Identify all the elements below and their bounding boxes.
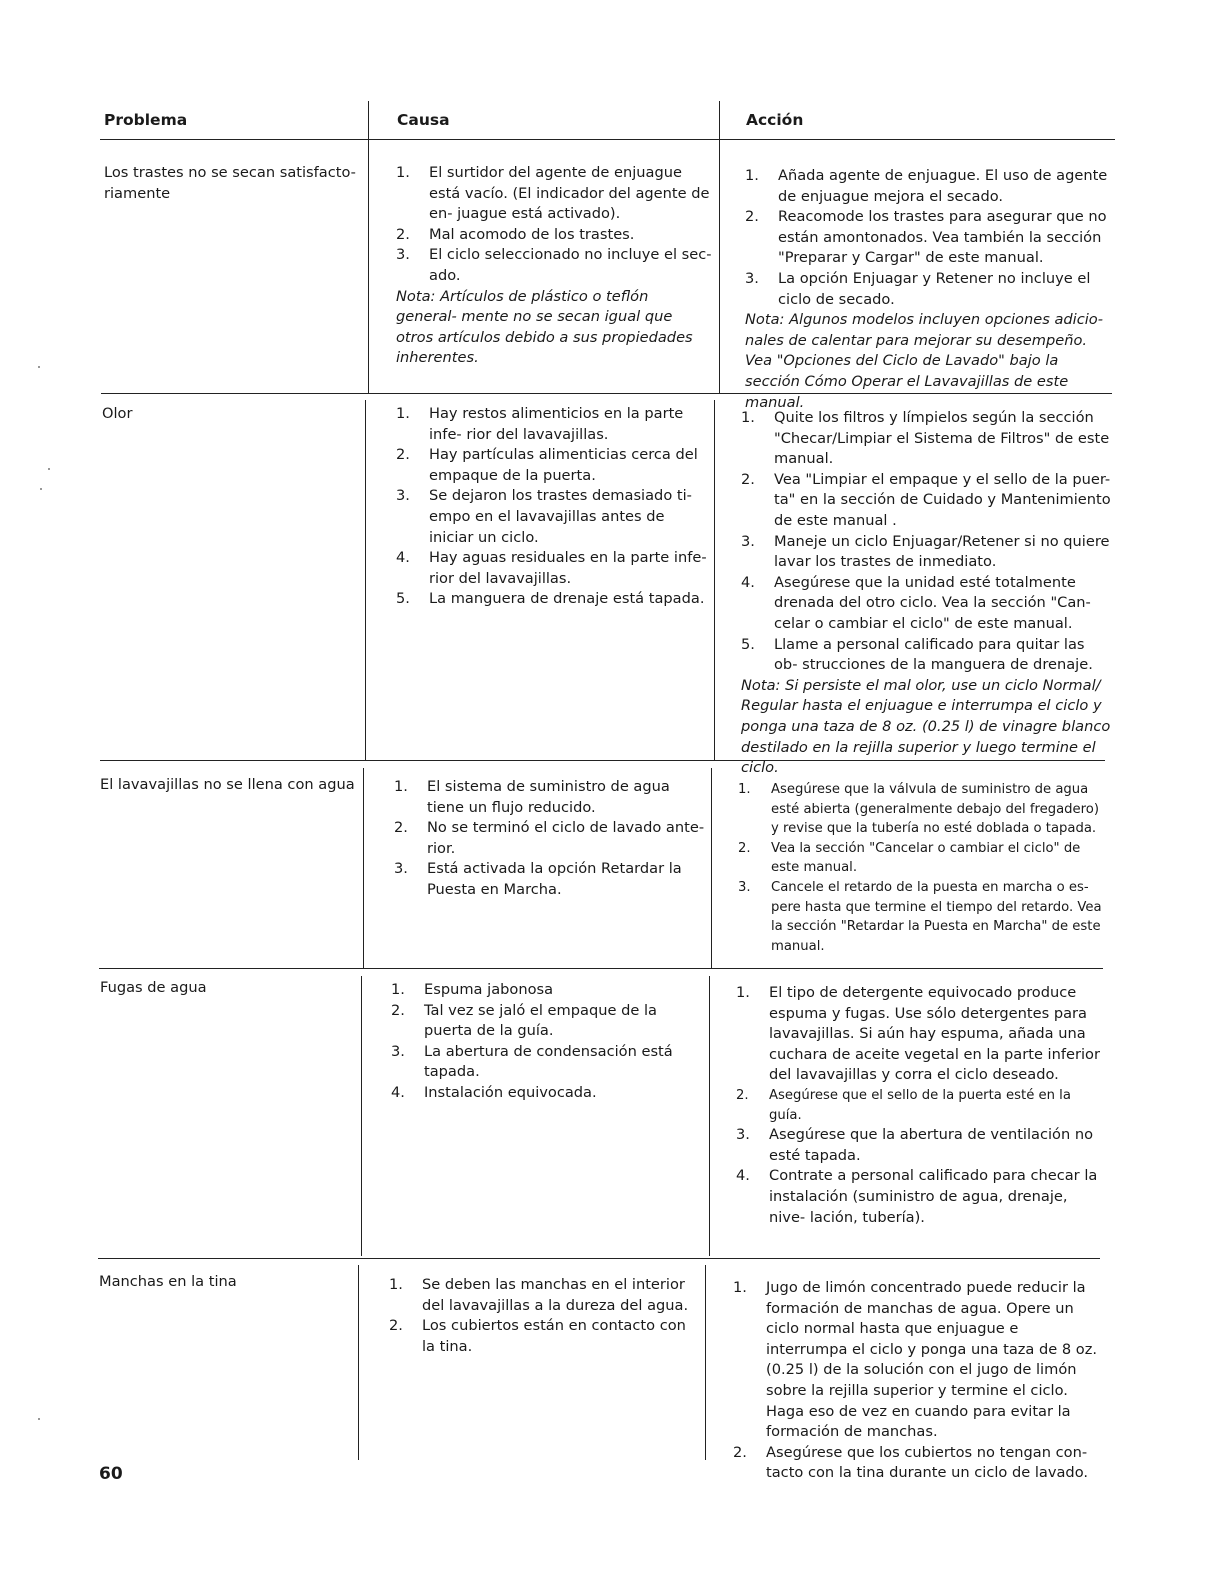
item-text: Asegúrese que la unidad esté totalmente drenada del otro ciclo. Vea la sección "Can- celar o cambiar el ciclo" de este manual.: [774, 573, 1091, 632]
item-number: 3.: [396, 246, 410, 264]
item-number: 2.: [733, 1443, 747, 1461]
action-item: [733, 1443, 1103, 1484]
item-text: El sistema de suministro de agua tiene un flujo reducido.: [427, 778, 670, 816]
scan-speck: [38, 366, 40, 368]
item-text: Hay aguas residuales en la parte infe- rior del lavavajillas.: [429, 549, 707, 587]
problem-text: Fugas de agua: [100, 979, 207, 996]
action-item: [741, 532, 1111, 573]
action-cell: [745, 166, 1113, 413]
action-cell: [741, 408, 1111, 779]
action-item: [738, 878, 1108, 956]
cause-item: [391, 1001, 709, 1042]
item-text: Espuma jabonosa: [424, 981, 554, 998]
divider-action-column: [719, 101, 720, 393]
item-number: 2.: [396, 446, 410, 464]
item-text: Jugo de limón concentrado puede reducir la formación de manchas de agua. Opere un ciclo normal hasta que enjuague e interrumpa el ciclo y ponga una taza de 8 oz. (0.25 l) de la solución con el jugo de limón sobre la rejilla superior y termine el ciclo. Haga eso de vez en cuando para evitar la formación de manchas.: [766, 1279, 1098, 1441]
cause-item: [396, 486, 709, 548]
cause-item: [389, 1275, 689, 1316]
page-number: 60: [99, 1464, 123, 1484]
action-item: [738, 780, 1108, 839]
item-text: Está activada la opción Retardar la Puesta en Marcha.: [427, 860, 682, 898]
item-number: 3.: [745, 269, 759, 287]
divider-cause-column: [368, 101, 369, 393]
action-item: [736, 1086, 1106, 1125]
item-text: Asegúrese que la válvula de suministro de agua esté abierta (generalmente debajo del fregadero) y revise que la tubería no esté doblada o tapada.: [771, 782, 1099, 837]
action-item: [733, 1278, 1103, 1443]
row-rule: [99, 968, 1103, 969]
cause-item: [394, 777, 707, 818]
item-number: 2.: [738, 840, 751, 856]
item-text: Llame a personal calificado para quitar las ob- strucciones de la manguera de drenaje.: [774, 635, 1093, 674]
cause-item: [394, 818, 707, 859]
item-number: 3.: [738, 879, 751, 895]
item-text: La abertura de condensación está tapada.: [424, 1042, 673, 1081]
item-text: Hay partículas alimenticias cerca del empaque de la puerta.: [429, 446, 698, 484]
item-text: El tipo de detergente equivocado produce espuma y fugas. Use sólo detergentes para lavavajillas. Si aún hay espuma, añada una cuchara de aceite vegetal en la parte inferior del lavavajillas y corra el ciclo deseado.: [769, 984, 1100, 1084]
cause-item: [396, 445, 709, 486]
cause-item: [391, 1083, 709, 1104]
item-text: Contrate a personal calificado para checar la instalación (suministro de agua, drenaje, nive- lación, tubería).: [769, 1167, 1098, 1226]
action-item: [741, 573, 1111, 635]
divider-cause-column: [365, 400, 366, 760]
scan-speck: [48, 468, 50, 470]
item-number: 2.: [394, 819, 408, 837]
action-cell: [738, 780, 1108, 956]
item-number: 1.: [391, 981, 405, 998]
header-action: Acción: [746, 111, 804, 129]
action-note: Nota: Algunos modelos incluyen opciones adicio- nales de calentar para mejorar su desempeño. Vea "Opciones del Ciclo de Lavado" bajo la sección Cómo Operar el Lavavajillas de este manual.: [745, 311, 1103, 411]
item-text: Se dejaron los trastes demasiado ti- empo en el lavavajillas antes de iniciar un ciclo.: [429, 487, 692, 546]
item-number: 2.: [745, 208, 759, 226]
item-text: La opción Enjuagar y Retener no incluye el ciclo de secado.: [778, 269, 1091, 308]
item-text: El surtidor del agente de enjuague está vacío. (El indicador del agente de en- juague está activado).: [429, 164, 710, 223]
item-number: 1.: [389, 1276, 403, 1293]
item-number: 4.: [736, 1167, 750, 1185]
item-text: Reacomode los trastes para asegurar que no están amontonados. Vea también la sección "Preparar y Cargar" de este manual.: [778, 208, 1107, 267]
action-item: [745, 269, 1113, 310]
action-note: Nota: Si persiste el mal olor, use un ciclo Normal/ Regular hasta el enjuague e interrumpa el ciclo y ponga una taza de 8 oz. (0.25 l) de vinagre blanco destilado en la rejilla superior y luego termine el ciclo.: [741, 676, 1111, 777]
item-number: 3.: [741, 532, 755, 550]
problem-text: El lavavajillas no se llena con agua: [100, 776, 355, 793]
header-problem: Problema: [104, 111, 188, 129]
item-text: Vea la sección "Cancelar o cambiar el ciclo" de este manual.: [771, 840, 1081, 876]
action-item: [745, 166, 1113, 207]
item-number: 4.: [396, 549, 410, 567]
item-number: 1.: [394, 778, 408, 795]
cause-item: [391, 1042, 709, 1083]
divider-cause-column: [363, 768, 364, 968]
item-text: No se terminó el ciclo de lavado ante- rior.: [427, 819, 705, 857]
item-number: 1.: [741, 409, 755, 426]
item-text: Asegúrese que la abertura de ventilación no esté tapada.: [769, 1126, 1094, 1164]
item-number: 5.: [396, 590, 410, 608]
problem-text: Manchas en la tina: [99, 1273, 237, 1290]
item-text: Asegúrese que el sello de la puerta esté en la guía.: [769, 1087, 1071, 1123]
item-number: 1.: [396, 405, 410, 422]
item-text: Se deben las manchas en el interior del lavavajillas a la dureza del agua.: [422, 1276, 689, 1314]
item-number: 4.: [741, 573, 755, 591]
item-number: 4.: [391, 1083, 405, 1101]
action-item: [741, 408, 1111, 470]
action-item: [738, 839, 1108, 878]
action-item: [736, 1166, 1106, 1228]
cause-item: [396, 548, 709, 589]
cause-item: [396, 225, 712, 246]
divider-action-column: [711, 768, 712, 968]
cause-cell: [389, 1275, 689, 1357]
action-item: [741, 470, 1111, 532]
cause-item: [396, 163, 712, 225]
action-item: [736, 1125, 1106, 1166]
scan-speck: [40, 488, 42, 490]
divider-action-column: [714, 400, 715, 760]
item-text: Maneje un ciclo Enjuagar/Retener si no quiere lavar los trastes de inmediato.: [774, 532, 1110, 571]
action-item: [745, 207, 1113, 269]
divider-cause-column: [358, 1265, 359, 1460]
item-text: Instalación equivocada.: [424, 1083, 597, 1101]
item-text: La manguera de drenaje está tapada.: [429, 590, 705, 608]
item-number: 1.: [733, 1279, 747, 1296]
cause-item: [389, 1316, 689, 1357]
item-text: Tal vez se jaló el empaque de la puerta de la guía.: [424, 1001, 657, 1040]
cause-item: [394, 859, 707, 900]
cause-cell: [394, 777, 707, 901]
problem-text: Los trastes no se secan satisfacto- riamente: [104, 164, 356, 202]
item-number: 2.: [391, 1001, 405, 1019]
cause-cell: [396, 404, 709, 610]
cause-note: Nota: Artículos de plástico o teflón general- mente no se secan igual que otros artículos debido a sus propiedades inherentes.: [396, 287, 693, 367]
item-number: 2.: [396, 225, 410, 243]
action-cell: [733, 1278, 1103, 1484]
action-item: [736, 983, 1106, 1086]
cause-item: [396, 589, 709, 610]
header-cause: Causa: [397, 111, 450, 129]
item-number: 2.: [736, 1087, 749, 1103]
cause-item: [391, 980, 709, 1001]
item-text: Los cubiertos están en contacto con la tina.: [422, 1317, 686, 1355]
item-number: 3.: [396, 487, 410, 505]
divider-cause-column: [361, 976, 362, 1256]
item-text: Quite los filtros y límpielos según la sección "Checar/Limpiar el Sistema de Filtros" de este manual.: [774, 409, 1110, 468]
cause-cell: [396, 163, 712, 369]
row-rule: [98, 1258, 1100, 1259]
cause-item: [396, 245, 712, 286]
item-text: Añada agente de enjuague. El uso de agente de enjuague mejora el secado.: [778, 167, 1108, 205]
item-number: 2.: [389, 1317, 403, 1335]
item-number: 1.: [736, 984, 750, 1001]
item-number: 1.: [745, 167, 759, 184]
scan-speck: [38, 1418, 40, 1420]
item-number: 1.: [396, 164, 410, 181]
header-rule: [100, 139, 1115, 140]
item-text: Mal acomodo de los trastes.: [429, 225, 635, 243]
item-text: Cancele el retardo de la puesta en marcha o es- pere hasta que termine el tiempo del retardo. Vea la sección "Retardar la Puesta en Marcha" de este manual.: [771, 879, 1102, 954]
item-number: 1.: [738, 782, 751, 797]
item-text: Vea "Limpiar el empaque y el sello de la puer- ta" en la sección de Cuidado y Mantenimiento de este manual .: [774, 470, 1111, 529]
action-item: [741, 635, 1111, 676]
item-text: El ciclo seleccionado no incluye el sec- ado.: [429, 246, 712, 284]
item-number: 5.: [741, 635, 755, 653]
problem-text: Olor: [102, 405, 133, 422]
divider-action-column: [705, 1265, 706, 1460]
item-number: 3.: [391, 1042, 405, 1060]
cause-item: [396, 404, 709, 445]
divider-action-column: [709, 976, 710, 1256]
item-number: 3.: [736, 1126, 750, 1144]
cause-cell: [391, 980, 709, 1104]
item-text: Asegúrese que los cubiertos no tengan con- tacto con la tina durante un ciclo de lavado.: [766, 1443, 1089, 1482]
item-number: 3.: [394, 860, 408, 878]
action-cell: [736, 983, 1106, 1228]
item-number: 2.: [741, 470, 755, 488]
item-text: Hay restos alimenticios en la parte infe- rior del lavavajillas.: [429, 405, 684, 443]
